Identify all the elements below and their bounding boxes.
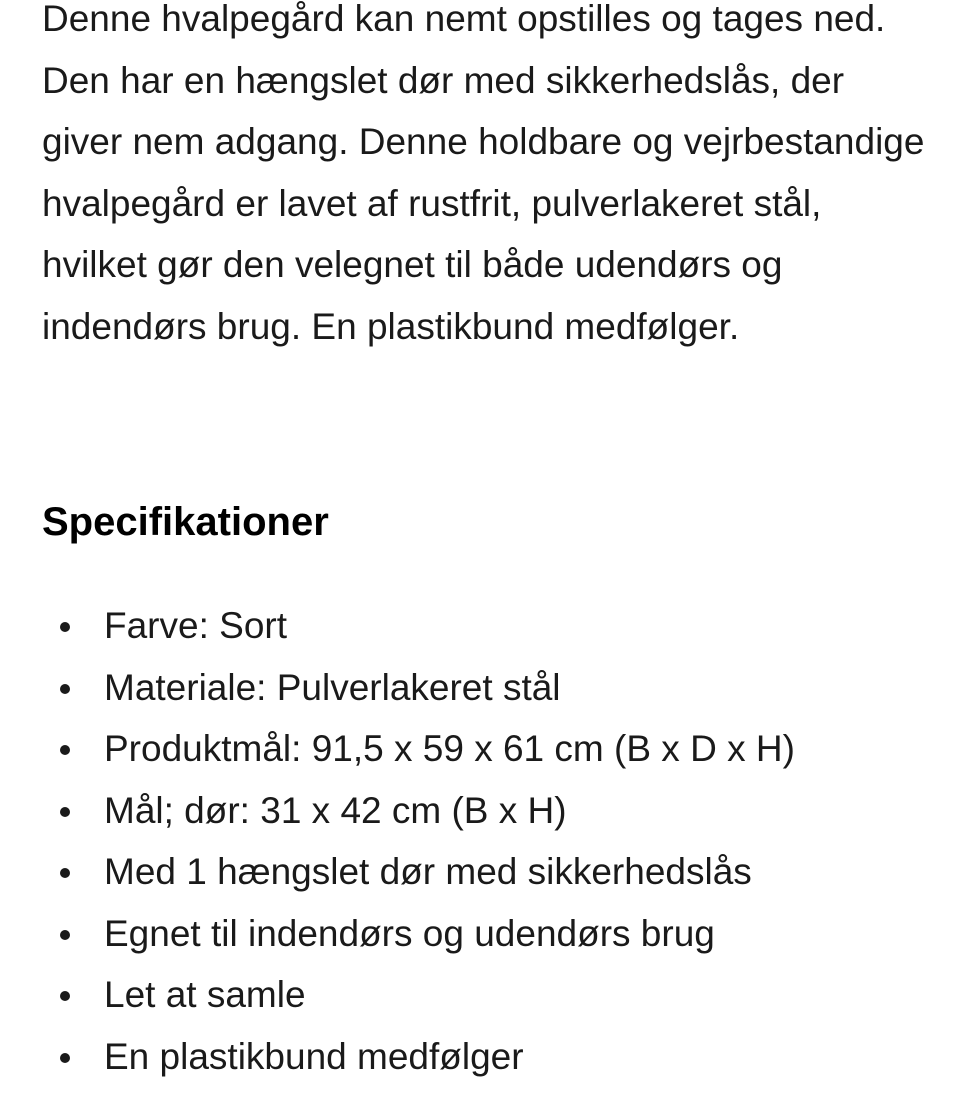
specifications-heading: Specifikationer [42,500,329,544]
spec-item: Med 1 hængslet dør med sikkerhedslås [42,841,795,903]
specifications-list [42,595,795,1087]
spec-item: Mål; dør: 31 x 42 cm (B x H) [42,780,795,842]
product-description: Denne hvalpegård kan nemt opstilles og tages ned. Den har en hængslet dør med sikkerhedslås, der giver nem adgang. Denne holdbare og vejrbestandige hvalpegård er lavet af rustfrit, pulverlakeret stål, hvilket gør den velegnet til både udendørs og indendørs brug. En plastikbund medfølger. [42,0,925,347]
spec-item: Farve: Sort [42,595,795,657]
spec-item: Produktmål: 91,5 x 59 x 61 cm (B x D x H) [42,718,795,780]
spec-item: En plastikbund medfølger [42,1026,795,1088]
spec-item: Let at samle [42,964,795,1026]
spec-item: Egnet til indendørs og udendørs brug [42,903,795,965]
spec-item: Materiale: Pulverlakeret stål [42,657,795,719]
